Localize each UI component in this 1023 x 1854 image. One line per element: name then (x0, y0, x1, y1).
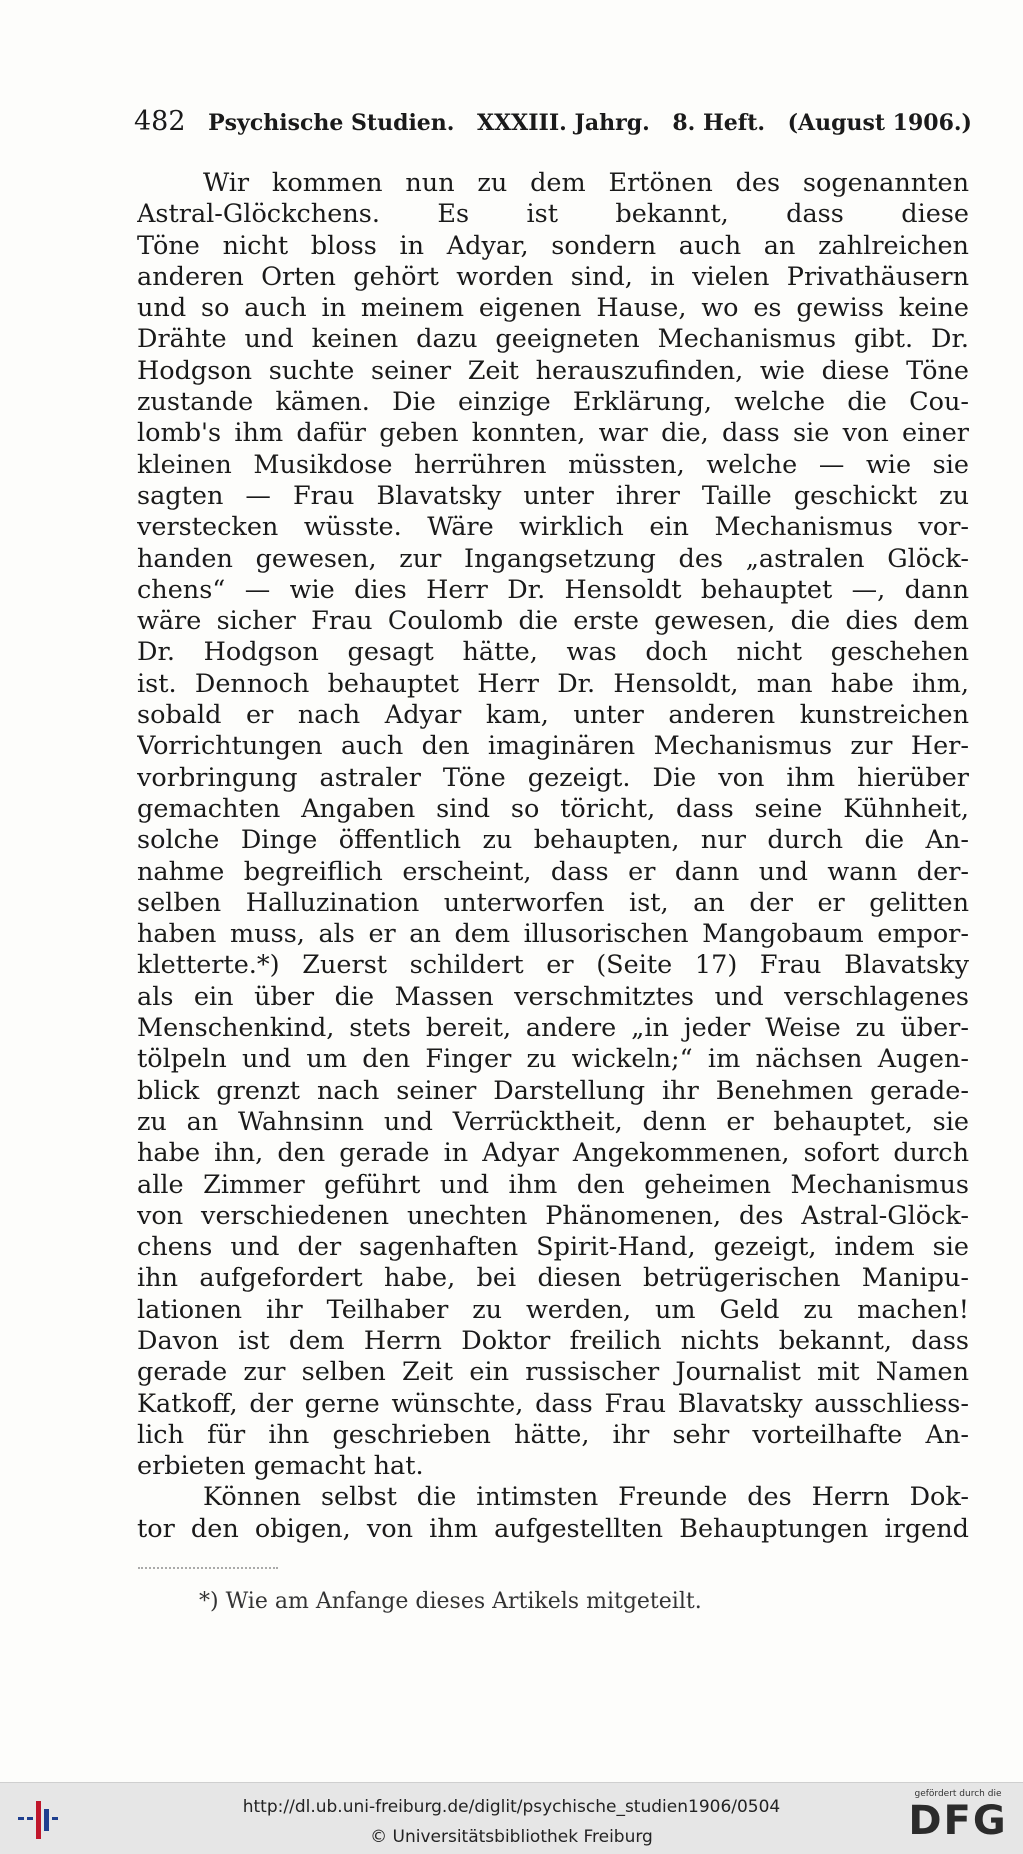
issue-date: (August 1906.) (787, 110, 972, 136)
text-line: solche Dinge öffentlich zu behaupten, nur durch die An- (137, 825, 969, 856)
footnote: *) Wie am Anfange dieses Artikels mitgeteilt. (199, 1589, 702, 1614)
text-line: gemachten Angaben sind so töricht, dass seine Kühnheit, (137, 793, 969, 824)
text-line: Hodgson suchte seiner Zeit herauszufinden, wie diese Töne (137, 355, 969, 386)
text-line: Vorrichtungen auch den imaginären Mechanismus zur Her- (137, 731, 969, 762)
text-line: blick grenzt nach seiner Darstellung ihr Benehmen gerade- (137, 1075, 969, 1106)
text-line: nahme begreiflich erscheint, dass er dann und wann der- (137, 856, 969, 887)
dfg-caption: gefördert durch die (914, 1789, 1002, 1799)
text-line: sagten — Frau Blavatsky unter ihrer Taille geschickt zu (137, 480, 969, 511)
text-line: handen gewesen, zur Ingangsetzung des „astralen Glöck- (137, 543, 969, 574)
page-number: 482 (134, 106, 186, 137)
text-line: kleinen Musikdose herrühren müssten, welche — wie sie (137, 449, 969, 480)
text-line: erbieten gemacht hat. (137, 1451, 424, 1482)
copyright-notice: © Universitätsbibliothek Freiburg (370, 1827, 653, 1847)
body-text (137, 168, 969, 1545)
text-line: Wir kommen nun zu dem Ertönen des sogenannten (203, 168, 969, 198)
text-line: lationen ihr Teilhaber zu werden, um Geld zu machen! (137, 1294, 969, 1325)
volume-label: XXXIII. Jahrg. (477, 110, 650, 136)
text-line: selben Halluzination unterworfen ist, an der er gelitten (137, 887, 969, 918)
text-line: Katkoff, der gerne wünschte, dass Frau Blavatsky ausschliess- (137, 1388, 969, 1419)
running-header (134, 106, 972, 140)
dfg-wordmark: DFG (908, 1798, 1008, 1844)
text-line: ist. Dennoch behauptet Herr Dr. Hensoldt, man habe ihm, (137, 668, 969, 699)
text-line: verstecken wüsste. Wäre wirklich ein Mechanismus vor- (137, 512, 969, 543)
text-line: Davon ist dem Herrn Doktor freilich nichts bekannt, dass (137, 1325, 969, 1356)
text-line: sobald er nach Adyar kam, unter anderen kunstreichen (137, 700, 969, 731)
text-line: habe ihn, den gerade in Adyar Angekommenen, sofort durch (137, 1138, 969, 1169)
text-line: zustande kämen. Die einzige Erklärung, welche die Cou- (137, 387, 969, 418)
dfg-logo (902, 1789, 1014, 1851)
text-line: gerade zur selben Zeit ein russischer Journalist mit Namen (137, 1357, 969, 1388)
text-line: und so auch in meinem eigenen Hause, wo es gewiss keine (137, 293, 969, 324)
text-line: vorbringung astraler Töne gezeigt. Die von ihm hierüber (137, 762, 969, 793)
text-line: Können selbst die intimsten Freunde des Herrn Dok- (203, 1482, 969, 1513)
text-line: Drähte und keinen dazu geeigneten Mechanismus gibt. Dr. (137, 324, 969, 355)
text-line: als ein über die Massen verschmitztes und verschlagenes (137, 981, 969, 1012)
text-line: Astral-Glöckchens. Es ist bekannt, dass diese (137, 199, 969, 230)
journal-title: Psychische Studien. (208, 110, 455, 136)
text-line: chens“ — wie dies Herr Dr. Hensoldt behauptet —, dann (137, 574, 969, 605)
text-line: von verschiedenen unechten Phänomenen, des Astral-Glöck- (137, 1200, 969, 1231)
footnote-separator (138, 1567, 278, 1569)
text-line: kletterte.*) Zuerst schildert er (Seite 17) Frau Blavatsky (137, 950, 969, 981)
text-line: anderen Orten gehört worden sind, in vielen Privathäusern (137, 261, 969, 292)
viewer-footer (0, 1782, 1023, 1854)
text-line: lich für ihn geschrieben hätte, ihr sehr vorteilhafte An- (137, 1419, 969, 1450)
text-line: wäre sicher Frau Coulomb die erste gewesen, die dies dem (137, 606, 969, 637)
text-line: chens und der sagenhaften Spirit-Hand, gezeigt, indem sie (137, 1232, 969, 1263)
text-line: Töne nicht bloss in Adyar, sondern auch an zahlreichen (137, 230, 969, 261)
issue-label: 8. Heft. (672, 110, 766, 136)
text-line: lomb's ihm dafür geben konnten, war die, dass sie von einer (137, 418, 969, 449)
text-line: ihn aufgefordert habe, bei diesen betrügerischen Manipu- (137, 1263, 969, 1294)
text-line: tölpeln und um den Finger zu wickeln;“ im nächsen Augen- (137, 1044, 969, 1075)
text-line: Menschenkind, stets bereit, andere „in jeder Weise zu über- (137, 1013, 969, 1044)
text-line: tor den obigen, von ihm aufgestellten Behauptungen irgend (137, 1513, 969, 1544)
text-line: zu an Wahnsinn und Verrücktheit, denn er behauptet, sie (137, 1106, 969, 1137)
document-url[interactable]: http://dl.ub.uni-freiburg.de/diglit/psychische_studien1906/0504 (242, 1797, 781, 1817)
text-line: haben muss, als er an dem illusorischen Mangobaum empor- (137, 919, 969, 950)
text-line: alle Zimmer geführt und ihm den geheimen Mechanismus (137, 1169, 969, 1200)
text-line: Dr. Hodgson gesagt hätte, was doch nicht geschehen (137, 637, 969, 668)
